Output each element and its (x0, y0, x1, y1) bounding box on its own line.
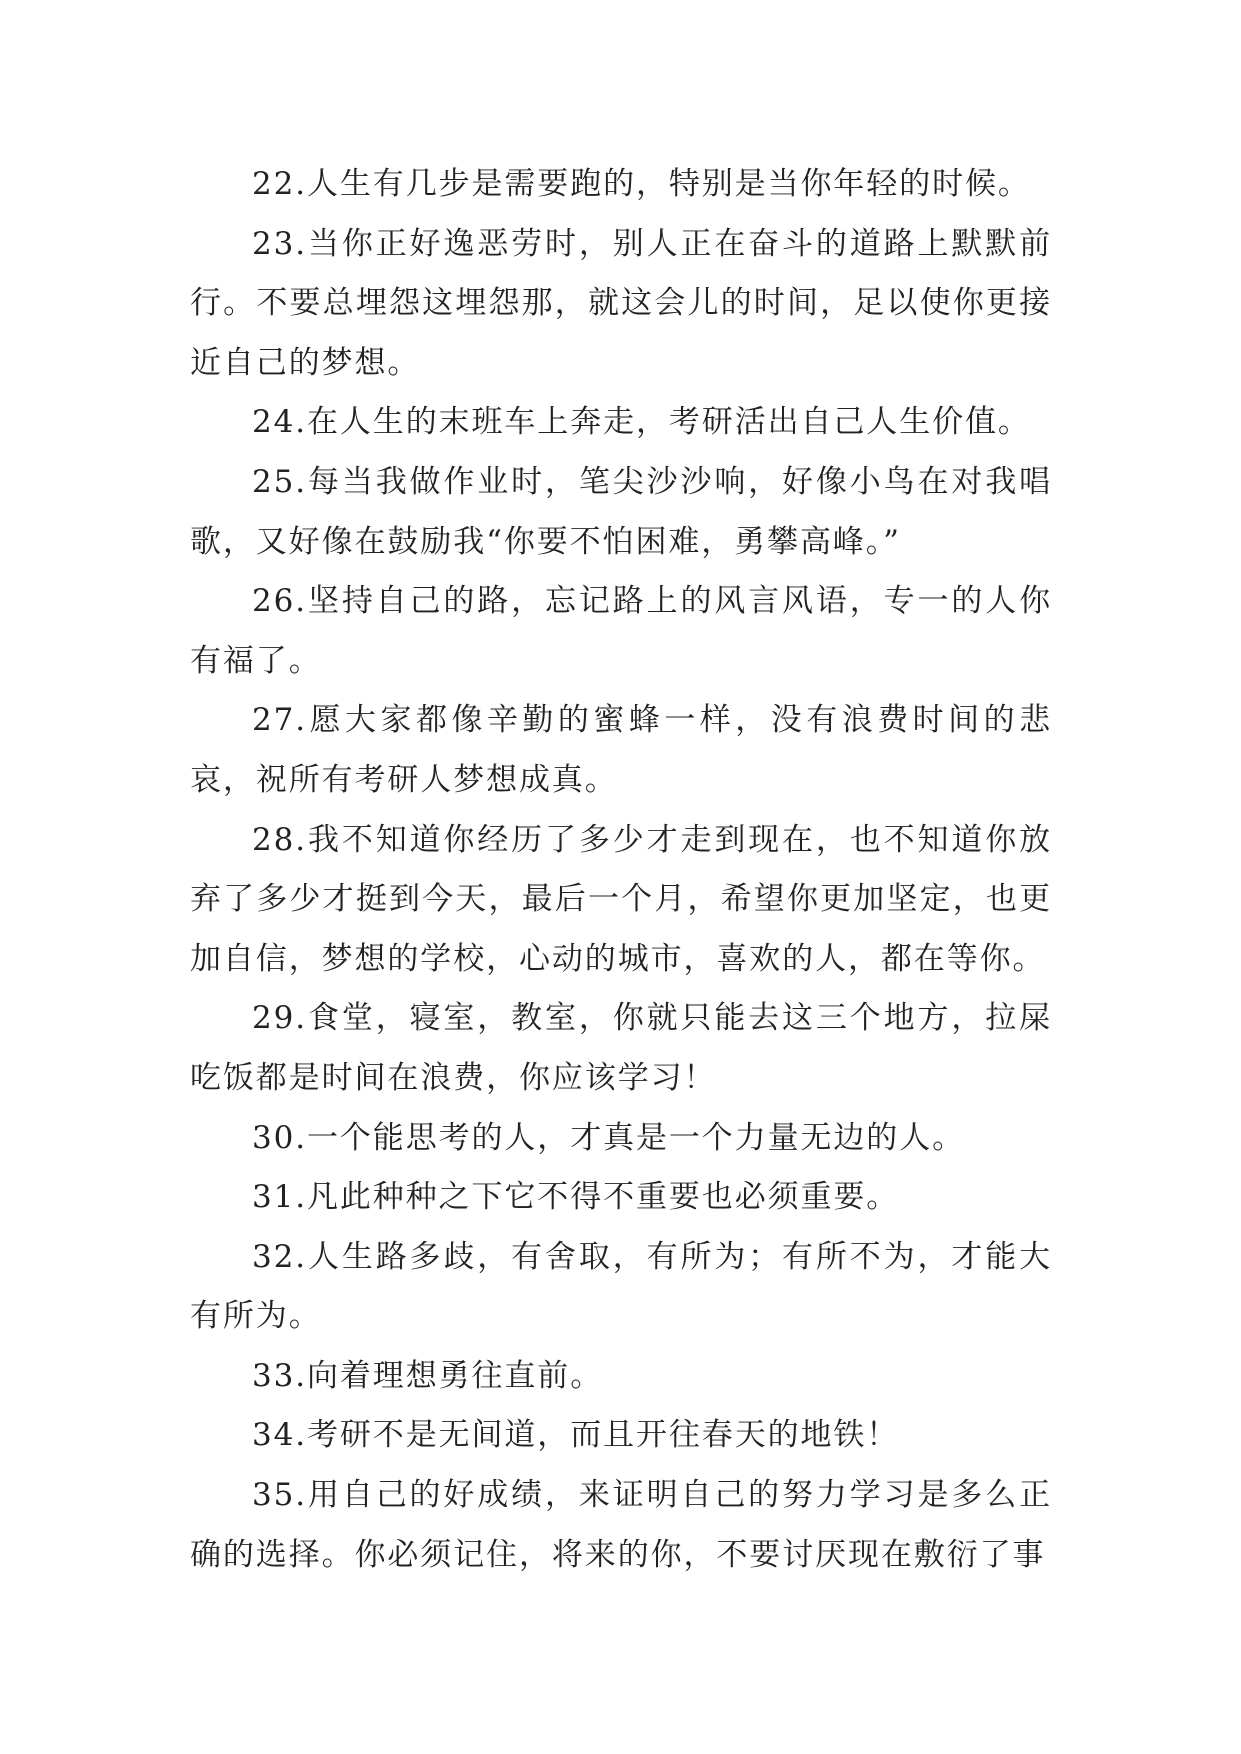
paragraph-33: 33.向着理想勇往直前。 (252, 1357, 604, 1394)
paragraph-29: 29.食堂，寝室，教室，你就只能去这三个地方，拉屎吃饭都是时间在浪费，你应该学习！ (190, 1000, 1052, 1096)
paragraph-24: 24.在人生的末班车上奔走，考研活出自己人生价值。 (252, 404, 1031, 441)
paragraph-22: 22.人生有几步是需要跑的，特别是当你年轻的时候。 (252, 166, 1031, 202)
paragraph-35: 35.用自己的好成绩，来证明自己的努力学习是多么正确的选择。你必须记住，将来的你，不要讨厌现在敷衍了事 (190, 1477, 1052, 1573)
paragraph-23: 23.当你正好逸恶劳时，别人正在奋斗的道路上默默前行。不要总埋怨这埋怨那，就这会儿的时间，足以使你更接近自己的梦想。 (190, 225, 1052, 381)
paragraph-32: 32.人生路多歧，有舍取，有所为；有所不为，才能大有所为。 (190, 1238, 1052, 1335)
document-body (190, 155, 1052, 1585)
paragraph-34: 34.考研不是无间道，而且开往春天的地铁！ (252, 1417, 900, 1454)
paragraph-26: 26.坚持自己的路，忘记路上的风言风语，专一的人你有福了。 (190, 583, 1052, 679)
paragraph-28: 28.我不知道你经历了多少才走到现在，也不知道你放弃了多少才挺到今天，最后一个月，希望你更加坚定，也更加自信，梦想的学校，心动的城市，喜欢的人，都在等你。 (190, 821, 1052, 977)
paragraph-31: 31.凡此种种之下它不得不重要也必须重要。 (252, 1179, 900, 1216)
paragraph-30: 30.一个能思考的人，才真是一个力量无边的人。 (252, 1119, 965, 1156)
paragraph-25: 25.每当我做作业时，笔尖沙沙响，好像小鸟在对我唱歌，又好像在鼓励我“你要不怕困难，勇攀高峰。” (190, 463, 1052, 560)
paragraph-27: 27.愿大家都像辛勤的蜜蜂一样，没有浪费时间的悲哀，祝所有考研人梦想成真。 (190, 702, 1052, 798)
